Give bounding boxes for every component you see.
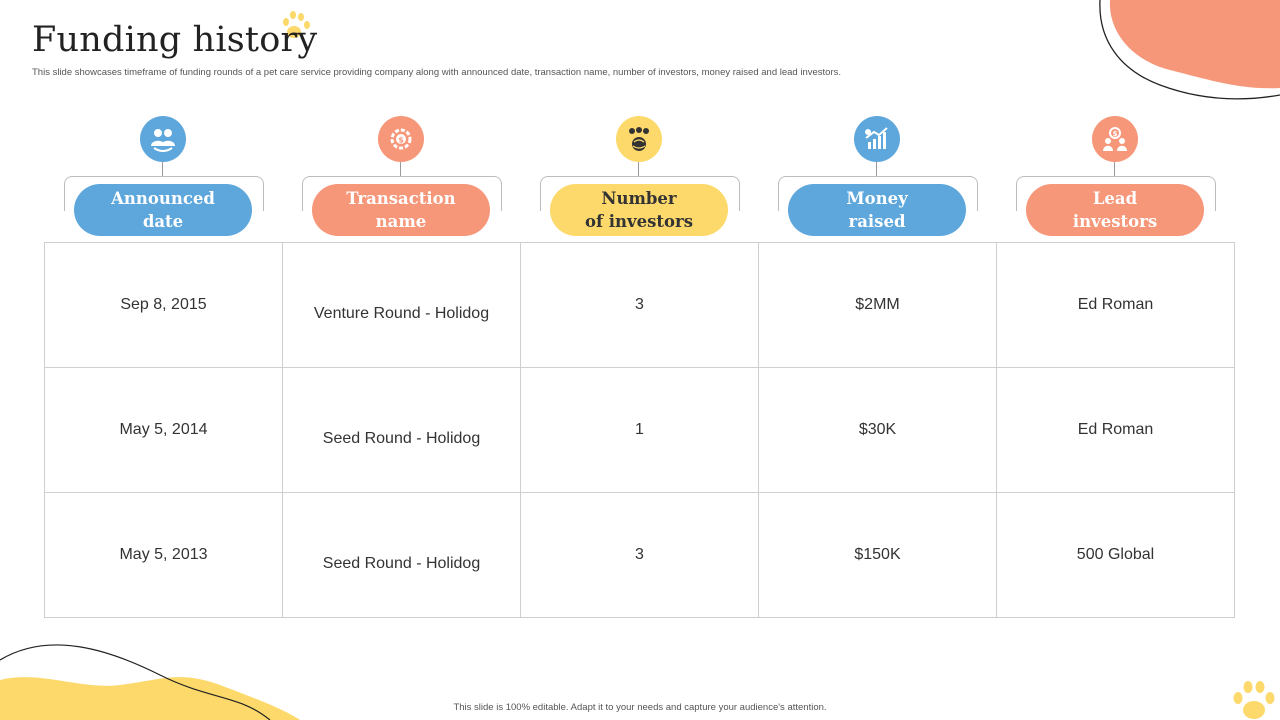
lead-investors: Ed Roman xyxy=(1077,296,1154,313)
table-row xyxy=(45,243,1235,368)
column-header xyxy=(996,112,1234,240)
svg-text:$: $ xyxy=(1112,130,1118,138)
table-cell xyxy=(759,493,997,618)
header-money-raised: Money raised xyxy=(788,184,966,236)
transaction-name: Seed Round - Holidog xyxy=(322,555,481,572)
header-announced-date: Announced date xyxy=(74,184,252,236)
table-cell xyxy=(521,368,759,493)
announced-date: May 5, 2013 xyxy=(119,546,208,563)
column-header xyxy=(282,112,520,240)
header-lead-investors: Lead investors xyxy=(1026,184,1204,236)
table-cell xyxy=(997,243,1235,368)
table-cell xyxy=(759,368,997,493)
table-cell xyxy=(283,493,521,618)
column-header xyxy=(44,112,282,240)
lead-investors: Ed Roman xyxy=(1077,421,1154,438)
table-cell xyxy=(997,368,1235,493)
table-cell xyxy=(521,493,759,618)
table-cell xyxy=(45,368,283,493)
number-of-investors: 1 xyxy=(635,421,644,438)
table-cell xyxy=(521,243,759,368)
announced-date: May 5, 2014 xyxy=(119,421,208,438)
paw-icon xyxy=(1228,678,1280,720)
table-cell xyxy=(283,368,521,493)
transaction-name: Venture Round - Holidog xyxy=(313,305,490,322)
table-cell xyxy=(997,493,1235,618)
number-of-investors: 3 xyxy=(635,546,644,563)
funding-table xyxy=(44,242,1235,618)
header-number-of-investors: Number of investors xyxy=(550,184,728,236)
team-icon xyxy=(140,116,186,162)
table-row xyxy=(45,368,1235,493)
page-subtitle: This slide showcases timeframe of funding rounds of a pet care service providing company along with announced date, transaction name, number of investors, money raised and lead investors. xyxy=(32,67,841,78)
lead-investors: 500 Global xyxy=(1076,546,1155,563)
gear-dollar-icon xyxy=(378,116,424,162)
announced-date: Sep 8, 2015 xyxy=(120,296,207,313)
table-cell xyxy=(283,243,521,368)
table-cell xyxy=(45,493,283,618)
top-right-blob xyxy=(1090,0,1280,105)
table-row xyxy=(45,493,1235,618)
column-header xyxy=(758,112,996,240)
transaction-name: Seed Round - Holidog xyxy=(322,430,481,447)
investor-group-icon xyxy=(1092,116,1138,162)
table-cell xyxy=(45,243,283,368)
column-header xyxy=(520,112,758,240)
number-of-investors: 3 xyxy=(635,296,644,313)
money-raised: $150K xyxy=(854,546,901,563)
footer-note: This slide is 100% editable. Adapt it to your needs and capture your audience's attention. xyxy=(453,702,827,713)
table-cell xyxy=(759,243,997,368)
money-raised: $2MM xyxy=(855,296,900,313)
header-transaction-name: Transaction name xyxy=(312,184,490,236)
page-title: Funding history xyxy=(32,20,318,60)
globe-investors-icon xyxy=(616,116,662,162)
svg-text:$: $ xyxy=(398,135,404,145)
growth-chart-icon xyxy=(854,116,900,162)
money-raised: $30K xyxy=(858,421,897,438)
